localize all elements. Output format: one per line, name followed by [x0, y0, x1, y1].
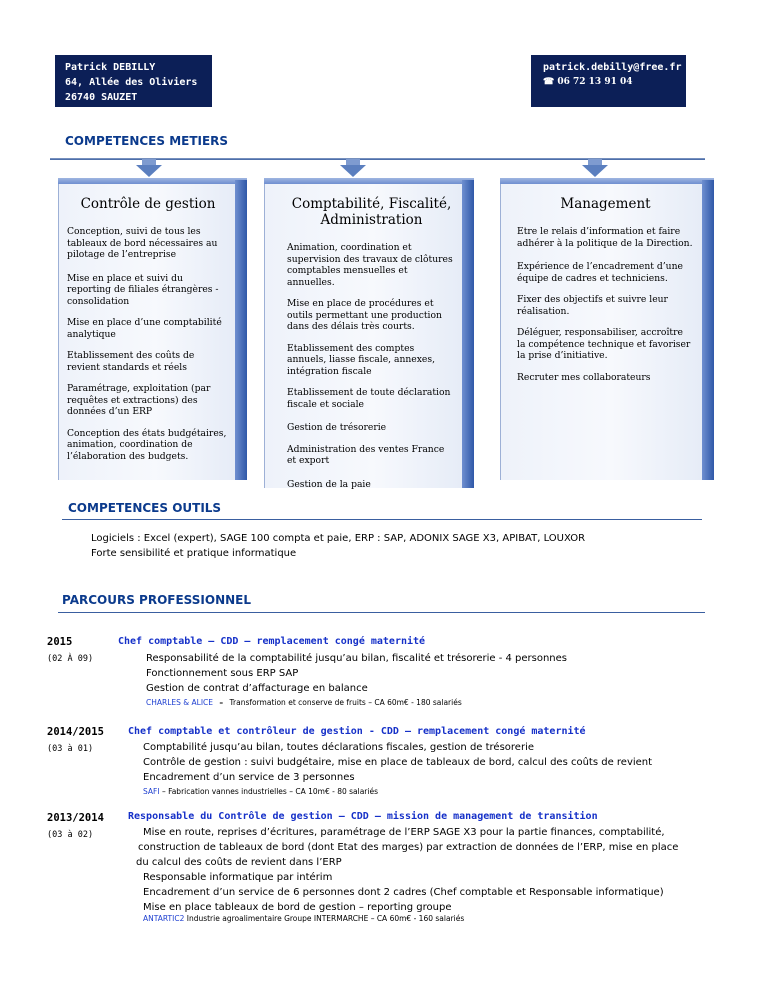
column-item: Mise en place et suivi du reporting de filiales étrangères - consolidation [67, 272, 219, 307]
job-company [143, 914, 464, 923]
outils-info: Forte sensibilité et pratique informatique [91, 548, 297, 559]
column-item: Etablissement des comptes annuels, liasse fiscale, annexes, intégration fiscale [287, 342, 435, 377]
column-item: Déléguer, responsabiliser, accroître la compétence technique et favoriser la prise d’initiative. [517, 327, 691, 361]
job-detail: Responsable informatique par intérim [143, 872, 333, 883]
column-side-edge [462, 180, 474, 488]
column-title: Management [560, 196, 651, 212]
job-period: (03 à 01) [47, 744, 94, 754]
job-detail: Gestion de contrat d’affacturage en balance [146, 683, 368, 694]
column-item: Etablissement des coûts de revient standards et réels [67, 350, 195, 373]
column-comptabilite [264, 184, 462, 488]
job-year: 2014/2015 [47, 726, 104, 738]
column-title: Comptabilité, Fiscalité, Administration [291, 196, 452, 228]
section-divider [62, 519, 702, 520]
arrow-down-icon [340, 165, 366, 177]
column-item: Mise en place d’une comptabilité analytique [67, 317, 222, 340]
column-item: Fixer des objectifs et suivre leur réalisation. [517, 294, 668, 317]
job-title: Chef comptable – CDD – remplacement congé maternité [118, 636, 426, 647]
job-company [143, 787, 378, 796]
column-item: Gestion de la paie [287, 478, 371, 490]
contact-address-box [55, 55, 212, 107]
company-name: ANTARTIC2 [143, 914, 185, 923]
arrow-down-icon [136, 165, 162, 177]
column-item: Etre le relais d’information et faire adhérer à la politique de la Direction. [517, 226, 693, 249]
job-detail: Comptabilité jusqu’au bilan, toutes déclarations fiscales, gestion de trésorerie [143, 742, 534, 753]
job-detail: du calcul des coûts de revient dans l’ERP [136, 857, 342, 868]
column-item: Etablissement de toute déclaration fiscale et sociale [287, 387, 451, 410]
section-title-metiers: COMPETENCES METIERS [65, 134, 229, 148]
column-item: Administration des ventes France et export [287, 443, 445, 466]
section-title-outils: COMPETENCES OUTILS [68, 501, 222, 515]
job-title: Responsable du Contrôle de gestion – CDD – mission de management de transition [128, 811, 598, 822]
arrow-down-icon [582, 165, 608, 177]
job-detail: Responsabilité de la comptabilité jusqu’au bilan, fiscalité et trésorerie - 4 personnes [146, 653, 568, 664]
job-year: 2015 [47, 636, 73, 648]
job-detail: Mise en place tableaux de bord de gestion – reporting groupe [143, 902, 452, 913]
job-detail: Encadrement d’un service de 3 personnes [143, 772, 355, 783]
job-period: (03 à 02) [47, 830, 94, 840]
job-period: (02 À 09) [47, 654, 94, 664]
column-item: Animation, coordination et supervision des travaux de clôtures comptables mensuelles et annuelles. [287, 242, 453, 288]
job-detail: Encadrement d’un service de 6 personnes dont 2 cadres (Chef comptable et Responsable informatique) [143, 887, 664, 898]
company-name: SAFI [143, 787, 160, 796]
column-item: Recruter mes collaborateurs [517, 371, 651, 383]
company-name: CHARLES & ALICE [146, 698, 214, 707]
column-management [500, 184, 702, 480]
company-description: Transformation et conserve de fruits – CA 60m€ - 180 salariés [229, 698, 462, 707]
company-separator: – [219, 698, 224, 707]
column-item: Paramétrage, exploitation (par requêtes et extractions) des données d’un ERP [67, 383, 211, 417]
column-side-edge [235, 180, 247, 480]
company-description: – Fabrication vannes industrielles – CA 10m€ - 80 salariés [161, 787, 378, 796]
outils-software: Logiciels : Excel (expert), SAGE 100 compta et paie, ERP : SAP, ADONIX SAGE X3, APIBAT, LOUXOR [91, 533, 586, 544]
column-item: Conception, suivi de tous les tableaux de bord nécessaires au pilotage de l’entreprise [67, 226, 218, 260]
address-street: 64, Allée des Oliviers [65, 77, 198, 88]
section-title-parcours: PARCOURS PROFESSIONNEL [62, 593, 252, 607]
email-link[interactable]: patrick.debilly@free.fr [543, 62, 682, 73]
job-title: Chef comptable et contrôleur de gestion - CDD – remplacement congé maternité [128, 726, 586, 737]
person-name: Patrick DEBILLY [65, 62, 156, 73]
job-detail: Mise en route, reprises d’écritures, paramétrage de l’ERP SAGE X3 pour la partie finances, comptabilité, [143, 827, 665, 838]
column-side-edge [702, 180, 714, 480]
phone-icon: ☎ [543, 77, 555, 87]
contact-email-box [531, 55, 686, 107]
job-detail: Fonctionnement sous ERP SAP [146, 668, 299, 679]
column-title: Contrôle de gestion [80, 196, 216, 212]
column-item: Expérience de l’encadrement d’une équipe de cadres et techniciens. [517, 261, 683, 284]
job-company [146, 698, 462, 707]
job-detail: construction de tableaux de bord (dont Etat des marges) par extraction de données de l’ERP, mise en place [138, 842, 679, 853]
job-year: 2013/2014 [47, 812, 104, 824]
column-controle-gestion [58, 184, 235, 480]
column-item: Mise en place de procédures et outils permettant une production dans des délais très courts. [287, 298, 442, 332]
job-detail: Contrôle de gestion : suivi budgétaire, mise en place de tableaux de bord, calcul des coûts de revient [143, 757, 653, 768]
company-description: Industrie agroalimentaire Groupe INTERMARCHE – CA 60m€ - 160 salariés [186, 914, 465, 923]
phone-number: 06 72 13 91 04 [557, 77, 633, 87]
address-city: 26740 SAUZET [65, 92, 138, 103]
section-divider [58, 612, 705, 613]
column-item: Gestion de trésorerie [287, 422, 387, 433]
column-item: Conception des états budgétaires, animation, coordination de l’élaboration des budgets. [67, 427, 227, 462]
